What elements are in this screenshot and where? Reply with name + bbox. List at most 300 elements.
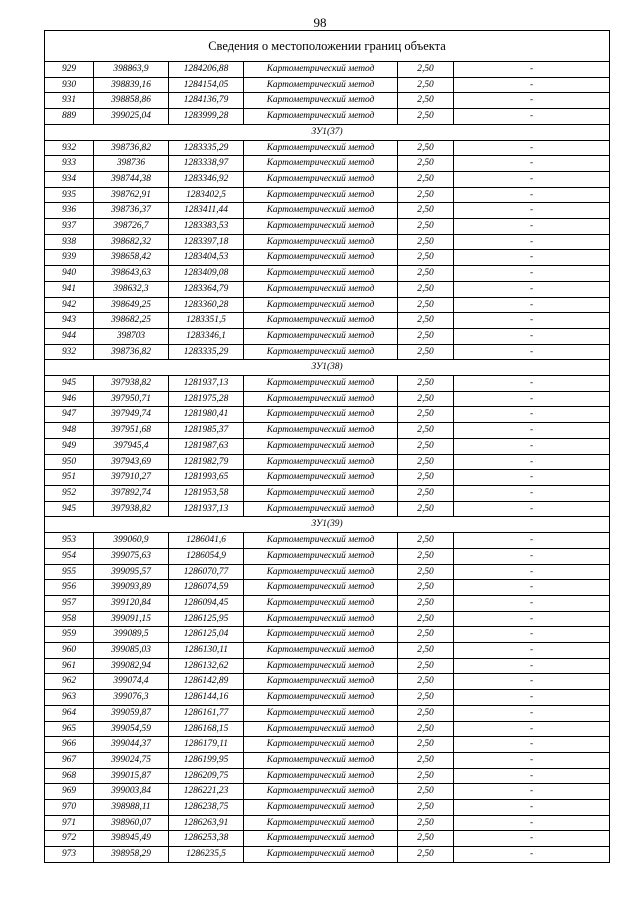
description-cell: - bbox=[454, 611, 610, 627]
point-number-cell: 938 bbox=[45, 234, 94, 250]
x-coordinate-cell: 398958,29 bbox=[94, 847, 169, 863]
method-cell: Картометрический метод bbox=[244, 266, 398, 282]
y-coordinate-cell: 1281993,65 bbox=[169, 470, 244, 486]
x-coordinate-cell: 398703 bbox=[94, 328, 169, 344]
method-cell: Картометрический метод bbox=[244, 485, 398, 501]
section-header-row bbox=[45, 124, 610, 140]
accuracy-cell: 2,50 bbox=[398, 643, 454, 659]
y-coordinate-cell: 1283351,5 bbox=[169, 313, 244, 329]
y-coordinate-cell: 1283404,53 bbox=[169, 250, 244, 266]
description-cell: - bbox=[454, 533, 610, 549]
description-cell: - bbox=[454, 564, 610, 580]
description-cell: - bbox=[454, 203, 610, 219]
method-cell: Картометрический метод bbox=[244, 768, 398, 784]
point-number-cell: 889 bbox=[45, 109, 94, 125]
point-number-cell: 941 bbox=[45, 281, 94, 297]
y-coordinate-cell: 1283338,97 bbox=[169, 156, 244, 172]
point-number-cell: 969 bbox=[45, 784, 94, 800]
x-coordinate-cell: 399075,63 bbox=[94, 548, 169, 564]
table-row bbox=[45, 234, 610, 250]
table-row bbox=[45, 171, 610, 187]
table-row bbox=[45, 423, 610, 439]
x-coordinate-cell: 398649,25 bbox=[94, 297, 169, 313]
x-coordinate-cell: 399024,75 bbox=[94, 752, 169, 768]
x-coordinate-cell: 399120,84 bbox=[94, 595, 169, 611]
table-row bbox=[45, 548, 610, 564]
y-coordinate-cell: 1286094,45 bbox=[169, 595, 244, 611]
method-cell: Картометрический метод bbox=[244, 313, 398, 329]
x-coordinate-cell: 397943,69 bbox=[94, 454, 169, 470]
y-coordinate-cell: 1286179,11 bbox=[169, 737, 244, 753]
description-cell: - bbox=[454, 831, 610, 847]
description-cell: - bbox=[454, 281, 610, 297]
description-cell: - bbox=[454, 784, 610, 800]
x-coordinate-cell: 399082,94 bbox=[94, 658, 169, 674]
y-coordinate-cell: 1283383,53 bbox=[169, 219, 244, 235]
point-number-cell: 954 bbox=[45, 548, 94, 564]
point-number-cell: 958 bbox=[45, 611, 94, 627]
x-coordinate-cell: 398682,25 bbox=[94, 313, 169, 329]
description-cell: - bbox=[454, 423, 610, 439]
x-coordinate-cell: 398736 bbox=[94, 156, 169, 172]
x-coordinate-cell: 398682,32 bbox=[94, 234, 169, 250]
point-number-cell: 960 bbox=[45, 643, 94, 659]
y-coordinate-cell: 1284154,05 bbox=[169, 77, 244, 93]
accuracy-cell: 2,50 bbox=[398, 800, 454, 816]
method-cell: Картометрический метод bbox=[244, 171, 398, 187]
table-row bbox=[45, 109, 610, 125]
accuracy-cell: 2,50 bbox=[398, 721, 454, 737]
method-cell: Картометрический метод bbox=[244, 815, 398, 831]
method-cell: Картометрический метод bbox=[244, 800, 398, 816]
description-cell: - bbox=[454, 140, 610, 156]
description-cell: - bbox=[454, 485, 610, 501]
y-coordinate-cell: 1286132,62 bbox=[169, 658, 244, 674]
accuracy-cell: 2,50 bbox=[398, 140, 454, 156]
accuracy-cell: 2,50 bbox=[398, 737, 454, 753]
point-number-cell: 949 bbox=[45, 438, 94, 454]
point-number-cell: 962 bbox=[45, 674, 94, 690]
description-cell: - bbox=[454, 705, 610, 721]
method-cell: Картометрический метод bbox=[244, 658, 398, 674]
page-number: 98 bbox=[313, 15, 327, 30]
x-coordinate-cell: 399085,03 bbox=[94, 643, 169, 659]
description-cell: - bbox=[454, 815, 610, 831]
y-coordinate-cell: 1281953,58 bbox=[169, 485, 244, 501]
x-coordinate-cell: 398736,82 bbox=[94, 344, 169, 360]
x-coordinate-cell: 399091,15 bbox=[94, 611, 169, 627]
table-row bbox=[45, 438, 610, 454]
method-cell: Картометрический метод bbox=[244, 344, 398, 360]
description-cell: - bbox=[454, 501, 610, 517]
method-cell: Картометрический метод bbox=[244, 93, 398, 109]
point-number-cell: 952 bbox=[45, 485, 94, 501]
description-cell: - bbox=[454, 297, 610, 313]
table-row bbox=[45, 266, 610, 282]
x-coordinate-cell: 398643,63 bbox=[94, 266, 169, 282]
point-number-cell: 934 bbox=[45, 171, 94, 187]
table-row bbox=[45, 595, 610, 611]
description-cell: - bbox=[454, 752, 610, 768]
method-cell: Картометрический метод bbox=[244, 77, 398, 93]
description-cell: - bbox=[454, 627, 610, 643]
method-cell: Картометрический метод bbox=[244, 674, 398, 690]
description-cell: - bbox=[454, 266, 610, 282]
y-coordinate-cell: 1286074,59 bbox=[169, 580, 244, 596]
method-cell: Картометрический метод bbox=[244, 705, 398, 721]
accuracy-cell: 2,50 bbox=[398, 109, 454, 125]
point-number-cell: 930 bbox=[45, 77, 94, 93]
point-number-cell: 932 bbox=[45, 344, 94, 360]
table-row bbox=[45, 800, 610, 816]
section-header-row bbox=[45, 517, 610, 533]
description-cell: - bbox=[454, 438, 610, 454]
description-cell: - bbox=[454, 219, 610, 235]
method-cell: Картометрический метод bbox=[244, 501, 398, 517]
x-coordinate-cell: 398762,91 bbox=[94, 187, 169, 203]
method-cell: Картометрический метод bbox=[244, 454, 398, 470]
point-number-cell: 929 bbox=[45, 62, 94, 78]
accuracy-cell: 2,50 bbox=[398, 564, 454, 580]
table-row bbox=[45, 485, 610, 501]
description-cell: - bbox=[454, 674, 610, 690]
method-cell: Картометрический метод bbox=[244, 580, 398, 596]
y-coordinate-cell: 1286070,77 bbox=[169, 564, 244, 580]
point-number-cell: 970 bbox=[45, 800, 94, 816]
table-row bbox=[45, 847, 610, 863]
description-cell: - bbox=[454, 109, 610, 125]
x-coordinate-cell: 399060,9 bbox=[94, 533, 169, 549]
method-cell: Картометрический метод bbox=[244, 548, 398, 564]
accuracy-cell: 2,50 bbox=[398, 234, 454, 250]
method-cell: Картометрический метод bbox=[244, 438, 398, 454]
accuracy-cell: 2,50 bbox=[398, 847, 454, 863]
table-row bbox=[45, 470, 610, 486]
accuracy-cell: 2,50 bbox=[398, 171, 454, 187]
point-number-cell: 951 bbox=[45, 470, 94, 486]
accuracy-cell: 2,50 bbox=[398, 752, 454, 768]
y-coordinate-cell: 1281987,63 bbox=[169, 438, 244, 454]
description-cell: - bbox=[454, 580, 610, 596]
accuracy-cell: 2,50 bbox=[398, 344, 454, 360]
x-coordinate-cell: 398632,3 bbox=[94, 281, 169, 297]
table-row bbox=[45, 313, 610, 329]
description-cell: - bbox=[454, 737, 610, 753]
table-row bbox=[45, 407, 610, 423]
table-row bbox=[45, 187, 610, 203]
point-number-cell: 936 bbox=[45, 203, 94, 219]
y-coordinate-cell: 1283364,79 bbox=[169, 281, 244, 297]
description-cell: - bbox=[454, 721, 610, 737]
accuracy-cell: 2,50 bbox=[398, 187, 454, 203]
y-coordinate-cell: 1281937,13 bbox=[169, 501, 244, 517]
y-coordinate-cell: 1283409,08 bbox=[169, 266, 244, 282]
table-row bbox=[45, 156, 610, 172]
y-coordinate-cell: 1284206,88 bbox=[169, 62, 244, 78]
accuracy-cell: 2,50 bbox=[398, 768, 454, 784]
y-coordinate-cell: 1286199,95 bbox=[169, 752, 244, 768]
method-cell: Картометрический метод bbox=[244, 219, 398, 235]
description-cell: - bbox=[454, 643, 610, 659]
y-coordinate-cell: 1281982,79 bbox=[169, 454, 244, 470]
method-cell: Картометрический метод bbox=[244, 156, 398, 172]
accuracy-cell: 2,50 bbox=[398, 376, 454, 392]
description-cell: - bbox=[454, 328, 610, 344]
point-number-cell: 940 bbox=[45, 266, 94, 282]
y-coordinate-cell: 1286161,77 bbox=[169, 705, 244, 721]
y-coordinate-cell: 1286168,15 bbox=[169, 721, 244, 737]
method-cell: Картометрический метод bbox=[244, 784, 398, 800]
method-cell: Картометрический метод bbox=[244, 391, 398, 407]
accuracy-cell: 2,50 bbox=[398, 203, 454, 219]
method-cell: Картометрический метод bbox=[244, 690, 398, 706]
x-coordinate-cell: 399025,04 bbox=[94, 109, 169, 125]
x-coordinate-cell: 397938,82 bbox=[94, 376, 169, 392]
method-cell: Картометрический метод bbox=[244, 470, 398, 486]
accuracy-cell: 2,50 bbox=[398, 391, 454, 407]
y-coordinate-cell: 1283397,18 bbox=[169, 234, 244, 250]
description-cell: - bbox=[454, 454, 610, 470]
y-coordinate-cell: 1286235,5 bbox=[169, 847, 244, 863]
accuracy-cell: 2,50 bbox=[398, 219, 454, 235]
table-row bbox=[45, 297, 610, 313]
table-row bbox=[45, 752, 610, 768]
accuracy-cell: 2,50 bbox=[398, 297, 454, 313]
point-number-cell: 946 bbox=[45, 391, 94, 407]
table-title: Сведения о местоположении границ объекта bbox=[45, 31, 610, 62]
method-cell: Картометрический метод bbox=[244, 281, 398, 297]
accuracy-cell: 2,50 bbox=[398, 423, 454, 439]
accuracy-cell: 2,50 bbox=[398, 690, 454, 706]
table-row bbox=[45, 391, 610, 407]
description-cell: - bbox=[454, 391, 610, 407]
x-coordinate-cell: 398863,9 bbox=[94, 62, 169, 78]
description-cell: - bbox=[454, 234, 610, 250]
description-cell: - bbox=[454, 344, 610, 360]
description-cell: - bbox=[454, 93, 610, 109]
accuracy-cell: 2,50 bbox=[398, 501, 454, 517]
description-cell: - bbox=[454, 62, 610, 78]
method-cell: Картометрический метод bbox=[244, 328, 398, 344]
method-cell: Картометрический метод bbox=[244, 752, 398, 768]
point-number-cell: 953 bbox=[45, 533, 94, 549]
x-coordinate-cell: 399089,5 bbox=[94, 627, 169, 643]
x-coordinate-cell: 397949,74 bbox=[94, 407, 169, 423]
description-cell: - bbox=[454, 376, 610, 392]
y-coordinate-cell: 1286125,04 bbox=[169, 627, 244, 643]
method-cell: Картометрический метод bbox=[244, 595, 398, 611]
method-cell: Картометрический метод bbox=[244, 564, 398, 580]
y-coordinate-cell: 1286253,38 bbox=[169, 831, 244, 847]
accuracy-cell: 2,50 bbox=[398, 674, 454, 690]
y-coordinate-cell: 1286209,75 bbox=[169, 768, 244, 784]
method-cell: Картометрический метод bbox=[244, 250, 398, 266]
point-number-cell: 950 bbox=[45, 454, 94, 470]
point-number-cell: 957 bbox=[45, 595, 94, 611]
x-coordinate-cell: 398736,37 bbox=[94, 203, 169, 219]
table-row bbox=[45, 658, 610, 674]
y-coordinate-cell: 1283402,5 bbox=[169, 187, 244, 203]
point-number-cell: 944 bbox=[45, 328, 94, 344]
section-header-row bbox=[45, 360, 610, 376]
x-coordinate-cell: 398744,38 bbox=[94, 171, 169, 187]
method-cell: Картометрический метод bbox=[244, 423, 398, 439]
point-number-cell: 961 bbox=[45, 658, 94, 674]
x-coordinate-cell: 399054,59 bbox=[94, 721, 169, 737]
description-cell: - bbox=[454, 407, 610, 423]
method-cell: Картометрический метод bbox=[244, 234, 398, 250]
x-coordinate-cell: 397892,74 bbox=[94, 485, 169, 501]
table-row bbox=[45, 62, 610, 78]
method-cell: Картометрический метод bbox=[244, 187, 398, 203]
point-number-cell: 932 bbox=[45, 140, 94, 156]
table-row bbox=[45, 831, 610, 847]
point-number-cell: 943 bbox=[45, 313, 94, 329]
y-coordinate-cell: 1281937,13 bbox=[169, 376, 244, 392]
x-coordinate-cell: 399044,37 bbox=[94, 737, 169, 753]
accuracy-cell: 2,50 bbox=[398, 658, 454, 674]
point-number-cell: 967 bbox=[45, 752, 94, 768]
x-coordinate-cell: 398736,82 bbox=[94, 140, 169, 156]
accuracy-cell: 2,50 bbox=[398, 93, 454, 109]
method-cell: Картометрический метод bbox=[244, 643, 398, 659]
y-coordinate-cell: 1286041,6 bbox=[169, 533, 244, 549]
y-coordinate-cell: 1284136,79 bbox=[169, 93, 244, 109]
table-row bbox=[45, 203, 610, 219]
y-coordinate-cell: 1283999,28 bbox=[169, 109, 244, 125]
method-cell: Картометрический метод bbox=[244, 847, 398, 863]
point-number-cell: 964 bbox=[45, 705, 94, 721]
description-cell: - bbox=[454, 470, 610, 486]
table-row bbox=[45, 690, 610, 706]
accuracy-cell: 2,50 bbox=[398, 705, 454, 721]
point-number-cell: 972 bbox=[45, 831, 94, 847]
table-row bbox=[45, 93, 610, 109]
section-label: ЗУ1(38) bbox=[45, 360, 610, 376]
x-coordinate-cell: 399093,89 bbox=[94, 580, 169, 596]
accuracy-cell: 2,50 bbox=[398, 815, 454, 831]
table-row bbox=[45, 627, 610, 643]
description-cell: - bbox=[454, 77, 610, 93]
table-row bbox=[45, 219, 610, 235]
point-number-cell: 937 bbox=[45, 219, 94, 235]
x-coordinate-cell: 399074,4 bbox=[94, 674, 169, 690]
table-row bbox=[45, 674, 610, 690]
accuracy-cell: 2,50 bbox=[398, 784, 454, 800]
point-number-cell: 971 bbox=[45, 815, 94, 831]
point-number-cell: 955 bbox=[45, 564, 94, 580]
table-row bbox=[45, 376, 610, 392]
point-number-cell: 956 bbox=[45, 580, 94, 596]
y-coordinate-cell: 1286238,75 bbox=[169, 800, 244, 816]
accuracy-cell: 2,50 bbox=[398, 266, 454, 282]
y-coordinate-cell: 1286130,11 bbox=[169, 643, 244, 659]
y-coordinate-cell: 1281980,41 bbox=[169, 407, 244, 423]
table-row bbox=[45, 815, 610, 831]
point-number-cell: 942 bbox=[45, 297, 94, 313]
point-number-cell: 948 bbox=[45, 423, 94, 439]
accuracy-cell: 2,50 bbox=[398, 250, 454, 266]
point-number-cell: 935 bbox=[45, 187, 94, 203]
x-coordinate-cell: 399059,87 bbox=[94, 705, 169, 721]
y-coordinate-cell: 1286263,91 bbox=[169, 815, 244, 831]
method-cell: Картометрический метод bbox=[244, 533, 398, 549]
accuracy-cell: 2,50 bbox=[398, 485, 454, 501]
accuracy-cell: 2,50 bbox=[398, 611, 454, 627]
x-coordinate-cell: 399076,3 bbox=[94, 690, 169, 706]
accuracy-cell: 2,50 bbox=[398, 62, 454, 78]
table-row bbox=[45, 611, 610, 627]
method-cell: Картометрический метод bbox=[244, 203, 398, 219]
accuracy-cell: 2,50 bbox=[398, 156, 454, 172]
table-row bbox=[45, 250, 610, 266]
boundary-coordinates-table bbox=[44, 30, 610, 863]
method-cell: Картометрический метод bbox=[244, 737, 398, 753]
description-cell: - bbox=[454, 187, 610, 203]
table-row bbox=[45, 580, 610, 596]
method-cell: Картометрический метод bbox=[244, 407, 398, 423]
accuracy-cell: 2,50 bbox=[398, 281, 454, 297]
table-row bbox=[45, 281, 610, 297]
description-cell: - bbox=[454, 800, 610, 816]
point-number-cell: 965 bbox=[45, 721, 94, 737]
point-number-cell: 963 bbox=[45, 690, 94, 706]
y-coordinate-cell: 1286054,9 bbox=[169, 548, 244, 564]
accuracy-cell: 2,50 bbox=[398, 533, 454, 549]
point-number-cell: 933 bbox=[45, 156, 94, 172]
table-row bbox=[45, 564, 610, 580]
accuracy-cell: 2,50 bbox=[398, 407, 454, 423]
x-coordinate-cell: 398988,11 bbox=[94, 800, 169, 816]
point-number-cell: 939 bbox=[45, 250, 94, 266]
method-cell: Картометрический метод bbox=[244, 627, 398, 643]
accuracy-cell: 2,50 bbox=[398, 77, 454, 93]
x-coordinate-cell: 398960,07 bbox=[94, 815, 169, 831]
method-cell: Картометрический метод bbox=[244, 376, 398, 392]
y-coordinate-cell: 1286142,89 bbox=[169, 674, 244, 690]
y-coordinate-cell: 1283335,29 bbox=[169, 344, 244, 360]
table-row bbox=[45, 140, 610, 156]
table-row bbox=[45, 77, 610, 93]
table-row bbox=[45, 328, 610, 344]
accuracy-cell: 2,50 bbox=[398, 627, 454, 643]
accuracy-cell: 2,50 bbox=[398, 595, 454, 611]
point-number-cell: 945 bbox=[45, 376, 94, 392]
accuracy-cell: 2,50 bbox=[398, 438, 454, 454]
table-row bbox=[45, 501, 610, 517]
method-cell: Картометрический метод bbox=[244, 109, 398, 125]
x-coordinate-cell: 399095,57 bbox=[94, 564, 169, 580]
y-coordinate-cell: 1286221,23 bbox=[169, 784, 244, 800]
description-cell: - bbox=[454, 156, 610, 172]
x-coordinate-cell: 399015,87 bbox=[94, 768, 169, 784]
accuracy-cell: 2,50 bbox=[398, 470, 454, 486]
y-coordinate-cell: 1283346,1 bbox=[169, 328, 244, 344]
section-label: ЗУ1(37) bbox=[45, 124, 610, 140]
y-coordinate-cell: 1286125,95 bbox=[169, 611, 244, 627]
description-cell: - bbox=[454, 595, 610, 611]
description-cell: - bbox=[454, 768, 610, 784]
accuracy-cell: 2,50 bbox=[398, 328, 454, 344]
method-cell: Картометрический метод bbox=[244, 62, 398, 78]
table-title-row bbox=[45, 31, 610, 62]
x-coordinate-cell: 397945,4 bbox=[94, 438, 169, 454]
x-coordinate-cell: 398858,86 bbox=[94, 93, 169, 109]
table-row bbox=[45, 737, 610, 753]
description-cell: - bbox=[454, 313, 610, 329]
point-number-cell: 968 bbox=[45, 768, 94, 784]
x-coordinate-cell: 398658,42 bbox=[94, 250, 169, 266]
